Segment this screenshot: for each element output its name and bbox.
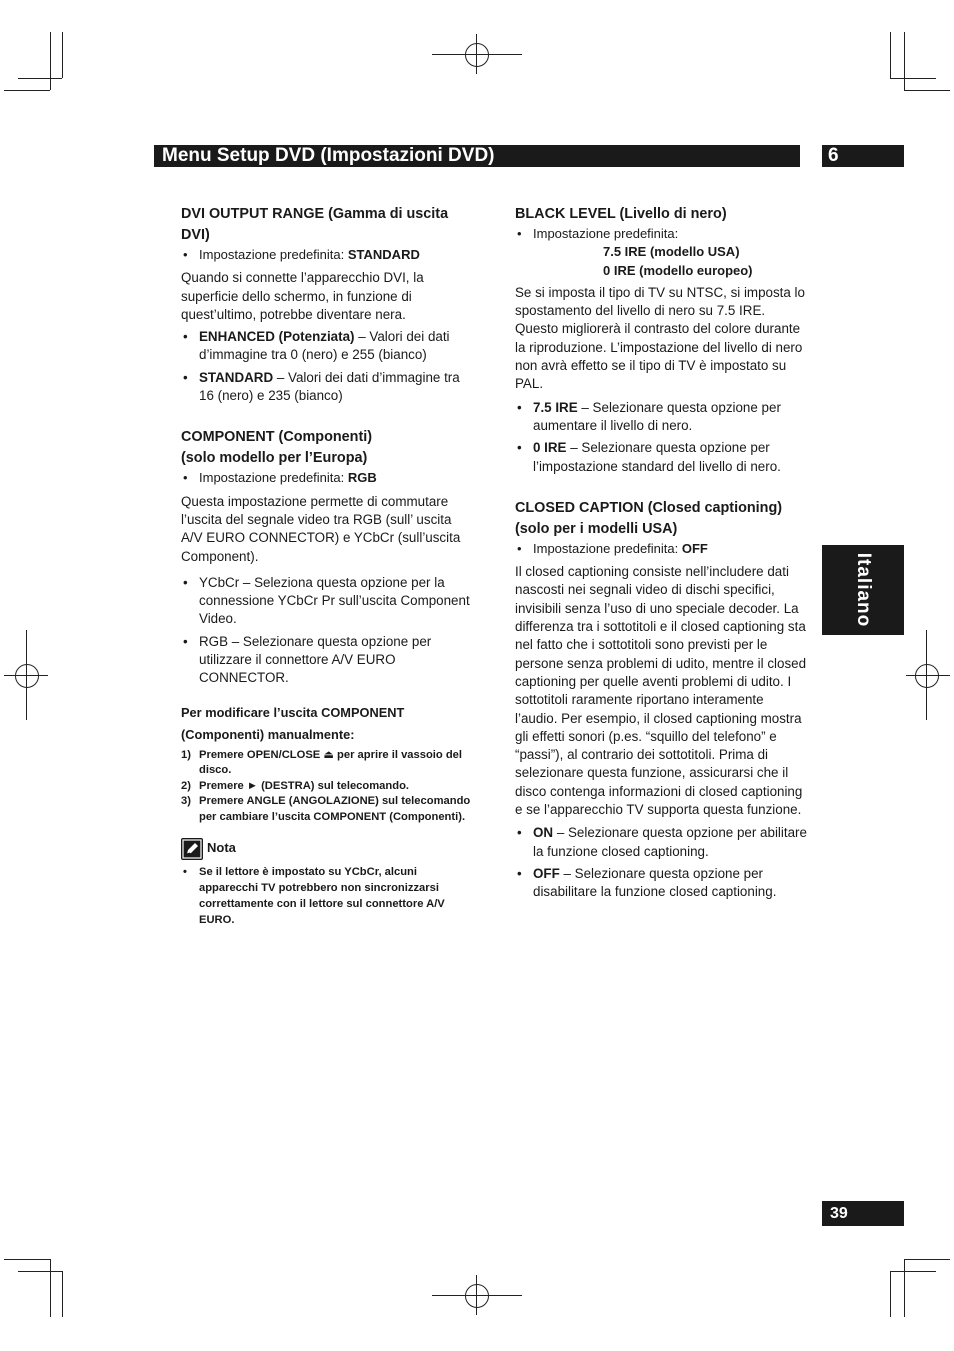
option-item: • RGB – Selezionare questa opzione per utilizzare il connettore A/V EURO CONNECTOR. (181, 633, 471, 688)
chapter-box (822, 145, 904, 167)
option-item: • YCbCr – Seleziona questa opzione per la connessione YCbCr Pr sull’uscita Component Video. (181, 574, 471, 629)
language-tab (822, 545, 904, 635)
section-description: Il closed captioning consiste nell’includere dati nascosti nei segnali video di dischi specifici, invisibili senza l’uso di uno speciale decoder. La differenza tra i sottotitoli e il closed captioning sta nel fatto che i sottotitoli sono previsti per le persone senza problemi di udito, mentre il closed captioning per quelle aventi problemi di udito. I sottotitoli raramente riportano interamente l’audio. Per esempio, il closed captioning mostra gli effetti sonori (p.es. “squillo del telefono” e “passi”), al contrario dei sottotitoli. Prima di selezionare questa funzione, assicurarsi che il disco contenga informazioni di closed captioning e se l’apparecchio TV supporta questa funzione. (515, 564, 807, 818)
section-description: Quando si connette l’apparecchio DVI, la superficie dello schermo, in funzione di quest’ultimo, potrebbe diventare nera. (181, 270, 424, 322)
chapter-number: 6 (828, 145, 839, 166)
language-label: Italiano (853, 552, 874, 628)
option-term: ON (533, 825, 554, 841)
heading-line: (solo modello per l’Europa) (181, 450, 368, 467)
section-heading: BLACK LEVEL (Livello di nero) (515, 206, 727, 222)
left-column (181, 204, 471, 928)
option-text: – Selezionare questa opzione per l’impostazione standard del livello di nero. (533, 440, 781, 474)
section-heading: DVI OUTPUT RANGE (Gamma di uscita DVI) (181, 206, 449, 243)
option-item (181, 328, 471, 365)
option-item (515, 439, 807, 476)
section-heading (515, 498, 807, 540)
option-item (181, 369, 471, 406)
default-value: OFF (681, 540, 708, 556)
step-number: 1) (181, 748, 191, 761)
heading-line: CLOSED CAPTION (Closed captioning) (515, 499, 783, 516)
default-setting (515, 540, 807, 558)
nota-label: Nota (207, 840, 236, 856)
default-value: 0 IRE (modello europeo) (603, 262, 753, 278)
option-text: – Selezionare questa opzione per disabilitare la funzione closed captioning. (533, 865, 777, 900)
option-text: – Selezionare questa opzione per abilitare la funzione closed captioning. (533, 825, 807, 859)
section-description: Se si imposta il tipo di TV su NTSC, si imposta lo spostamento del livello di nero su 7.5 IRE. Questo migliorerà il contrasto del colore durante la riproduzione. L’impostazione del livello di nero non avrà effetto se il tipo di TV è impostato su PAL. (515, 284, 805, 392)
option-text: – Valori dei dati d’immagine tra 16 (nero) e 235 (bianco) (199, 369, 460, 404)
step-item (181, 779, 471, 795)
black-level-section (515, 204, 807, 476)
default-value: RGB (347, 470, 377, 486)
option-term: 7.5 IRE (533, 399, 578, 415)
option-item (515, 865, 807, 902)
heading-line: COMPONENT (Componenti) (181, 429, 373, 446)
page-title: Menu Setup DVD (Impostazioni DVD) (162, 145, 495, 166)
option-text: – Valori dei dati d’immagine tra 0 (nero) e 255 (bianco) (199, 329, 450, 363)
step-text: Premere ► (DESTRA) sul telecomando. (199, 779, 410, 792)
pencil-note-icon (181, 838, 203, 860)
page-number: 39 (830, 1205, 848, 1222)
option-term: OFF (533, 865, 560, 881)
default-setting: • Impostazione predefinita: (515, 225, 807, 243)
option-term: 0 IRE (533, 440, 567, 456)
option-text: – Selezionare questa opzione per aumentare il livello di nero. (533, 399, 781, 433)
steps-heading (181, 702, 471, 746)
nota-item: • Se il lettore è impostato su YCbCr, alcuni apparecchi TV potrebbero non sincronizzarsi correttamente con il lettore sul connettore A/V EURO. (181, 864, 471, 928)
manual-component-steps (181, 702, 471, 826)
step-item (181, 748, 471, 779)
heading-line: (solo per i modelli USA) (515, 520, 678, 537)
section-description: Questa impostazione permette di commutare l’uscita del segnale video tra RGB (sull’ uscita A/V EURO CONNECTOR) e YCbCr (sull’uscita Component). (181, 493, 461, 564)
component-section (181, 427, 471, 687)
nota-heading (181, 838, 471, 860)
option-item (515, 399, 807, 436)
step-number: 3) (181, 795, 191, 808)
right-column (515, 204, 807, 902)
step-number: 2) (181, 779, 191, 792)
default-value: STANDARD (347, 247, 420, 262)
step-item (181, 794, 471, 825)
default-label: Impostazione predefinita: (199, 470, 348, 486)
option-term: ENHANCED (Potenziata) (199, 329, 355, 345)
default-setting (181, 469, 471, 487)
heading-line: (Componenti) manualmente: (181, 726, 355, 742)
header-band (154, 145, 800, 167)
option-item (515, 824, 807, 861)
step-text: Premere OPEN/CLOSE ⏏ per aprire il vassoio del disco. (199, 748, 463, 777)
option-term: STANDARD (199, 369, 274, 385)
page-number-box (822, 1201, 904, 1226)
default-label: Impostazione predefinita: (533, 540, 682, 556)
default-value: 7.5 IRE (modello USA) (603, 244, 740, 260)
nota-section (181, 838, 471, 928)
step-text: Premere ANGLE (ANGOLAZIONE) sul telecomando per cambiare l’uscita COMPONENT (Componenti). (199, 795, 471, 824)
dvi-output-range-section (181, 204, 471, 405)
heading-line: Per modificare l’uscita COMPONENT (181, 704, 405, 720)
section-heading (181, 427, 471, 469)
default-label: Impostazione predefinita: (199, 247, 348, 262)
default-setting (181, 246, 471, 264)
closed-caption-section (515, 498, 807, 902)
